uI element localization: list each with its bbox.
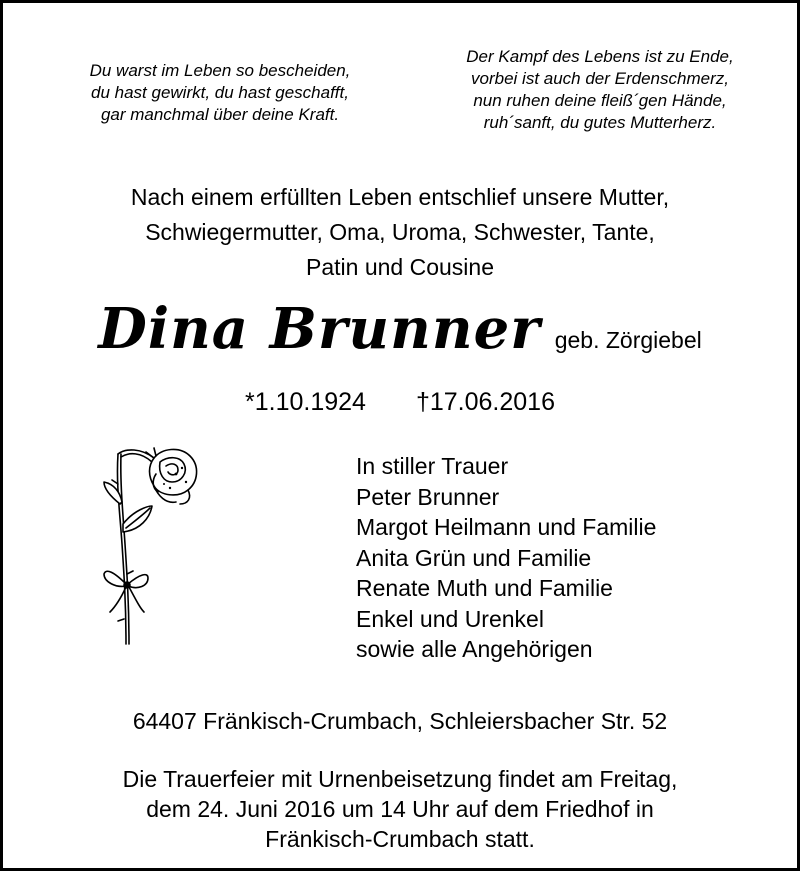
poem-line: vorbei ist auch der Erdenschmerz, [471,69,729,88]
intro-line: Patin und Cousine [306,254,494,280]
poem-line: gar manchmal über deine Kraft. [100,105,340,124]
poem-line: ruh´sanft, du gutes Mutterherz. [483,113,717,132]
poem-line: Der Kampf des Lebens ist zu Ende, [466,47,734,66]
mourners-list [356,451,656,665]
mourner-line: In stiller Trauer [356,453,509,479]
deceased-name: Dina Brunner [98,296,541,362]
intro-line: Schwiegermutter, Oma, Uroma, Schwester, Tante, [145,219,655,245]
intro-line: Nach einem erfüllten Leben entschlief unsere Mutter, [130,184,670,210]
deceased-name-line [0,296,800,362]
poem-left [34,60,406,126]
poem-line: nun ruhen deine fleiß´gen Hände, [473,91,727,110]
funeral-info [0,764,800,854]
funeral-line: Die Trauerfeier mit Urnenbeisetzung findet am Freitag, [122,766,678,792]
life-dates [0,388,800,417]
mourner-line: Renate Muth und Familie [356,575,613,601]
mourner-line: Enkel und Urenkel [356,605,544,632]
mourner-line: Anita Grün und Familie [356,544,592,571]
funeral-line: dem 24. Juni 2016 um 14 Uhr auf dem Friedhof in [146,796,654,822]
birth-date: *1.10.1924 [245,388,366,416]
poem-line: du hast gewirkt, du hast geschafft, [91,83,349,102]
death-date: †17.06.2016 [415,388,555,416]
funeral-line: Fränkisch-Crumbach statt. [265,826,535,852]
poem-right [410,46,790,134]
address: 64407 Fränkisch-Crumbach, Schleiersbacher Str. 52 [132,708,668,734]
poem-line: Du warst im Leben so bescheiden, [89,61,351,80]
mourner-line: Peter Brunner [356,483,500,510]
mourner-line: Margot Heilmann und Familie [356,514,657,540]
intro-text [0,180,800,285]
mourner-line: sowie alle Angehörigen [356,636,593,662]
rose-icon [96,444,216,650]
maiden-name: geb. Zörgiebel [554,327,702,353]
